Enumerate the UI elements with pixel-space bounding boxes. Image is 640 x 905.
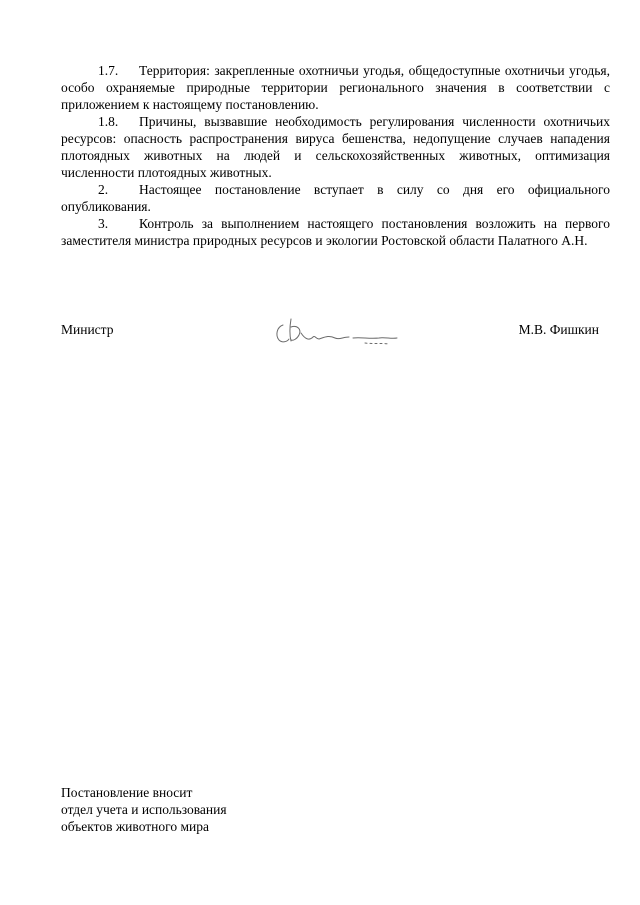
submitted-by-note [61,784,361,835]
paragraph-text: Контроль за выполнением настоящего постановления возложить на первого заместителя министра природных ресурсов и экологии Ростовской области Палатного А.Н. [61,216,610,248]
submitted-by-line: отдел учета и использования [61,802,227,817]
paragraph-3 [61,215,610,249]
resolution-body [61,62,610,249]
paragraph-text: Настоящее постановление вступает в силу со дня его официального опубликования. [61,182,610,214]
signatory-title: Министр [61,322,114,337]
signature-block [61,321,599,361]
paragraph-1-7 [61,62,610,113]
paragraph-number: 1.8. [98,114,119,129]
paragraph-number: 1.7. [98,63,119,78]
paragraph-number: 2. [98,182,109,197]
paragraph-1-8 [61,113,610,181]
paragraph-text: Причины, вызвавшие необходимость регулирования численности охотничьих ресурсов: опасность распространения вируса бешенства, недопущение случаев нападения плотоядных животных на людей и сельскохозяйственных животных, оптимизация численности плотоядных животных. [61,114,610,180]
paragraph-2 [61,181,610,215]
paragraph-number: 3. [98,216,109,231]
submitted-by-line: объектов животного мира [61,819,209,834]
submitted-by-line: Постановление вносит [61,785,193,800]
signatory-name: М.В. Фишкин [518,322,599,337]
handwritten-signature [269,313,409,353]
paragraph-text: Территория: закрепленные охотничьи угодья, общедоступные охотничьи угодья, особо охраняемые природные территории регионального значения в соответствии с приложением к настоящему постановлению. [61,63,610,112]
